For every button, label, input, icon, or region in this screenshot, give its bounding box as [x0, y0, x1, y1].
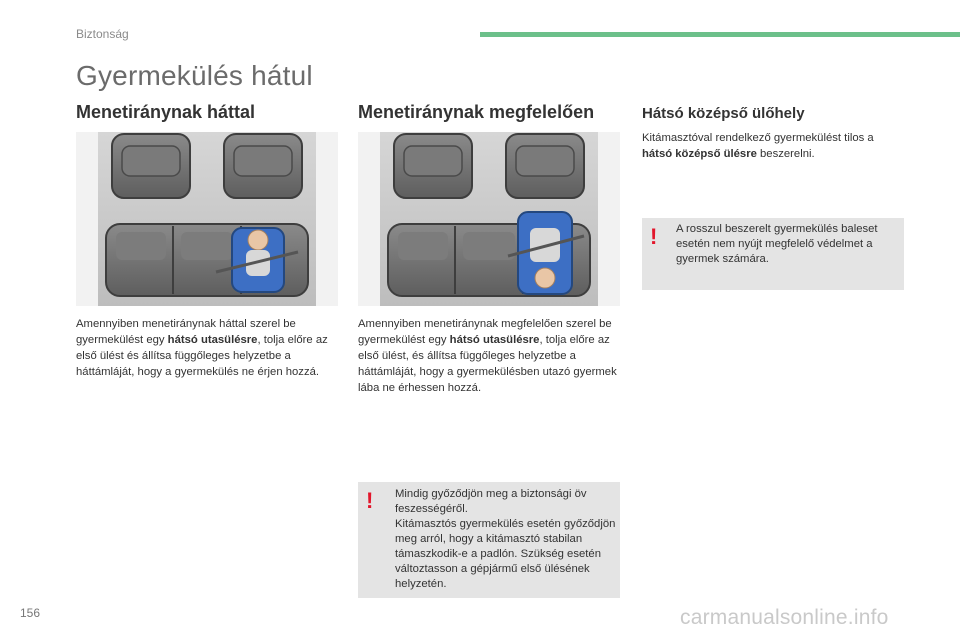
rear-facing-child-seat-illustration [76, 132, 338, 306]
rear-facing-description [76, 316, 338, 380]
forward-facing-child-seat-illustration [358, 132, 620, 306]
emphasis-text: hátsó középső ülésre [642, 148, 757, 160]
exclamation-icon: ! [650, 224, 658, 249]
exclamation-icon: ! [366, 488, 374, 513]
page-title: Gyermekülés hátul [76, 60, 313, 91]
text-run: beszerelni. [756, 148, 815, 160]
text-run: Kitámasztóval rendelkező gyermekülést tilos a [642, 132, 874, 144]
warning-box-belt [358, 482, 620, 598]
column-heading-forward-facing: Menetiránynak megfelelően [358, 102, 595, 122]
section-label: Biztonság [76, 27, 129, 41]
column-heading-rear-middle: Hátsó középső ülőhely [642, 105, 805, 122]
forward-facing-description [358, 316, 620, 396]
column-heading-rear-facing: Menetiránynak háttal [76, 102, 256, 122]
warning-text-installation: A rosszul beszerelt gyermekülés baleset esetén nem nyújt megfelelő védelmet a gyermek számára. [676, 223, 878, 265]
warning-box-installation [642, 218, 904, 290]
accent-bar [480, 32, 960, 37]
warning-text-belt: Mindig győződjön meg a biztonsági öv feszességéről. Kitámasztós gyermekülés esetén győződjön meg arról, hogy a kitámasztó stabilan támaszkodik-e a padlón. Szükség esetén változtasson a gépjármű első ülésének helyzetén. [395, 488, 616, 590]
text-run: , tolja előre az első ülést és állítsa függőleges helyzetbe a háttámláját, hogy a gyermekülés ne érjen hozzá. [76, 334, 328, 378]
emphasis-text: hátsó utasülésre [167, 334, 258, 346]
text-run: Amennyiben menetiránynak háttal szerel be gyermekülést egy [76, 318, 296, 346]
emphasis-text: hátsó utasülésre [449, 334, 540, 346]
watermark: carmanualsonline.info [680, 606, 889, 629]
page-number: 156 [20, 606, 41, 620]
text-run: , tolja előre az első ülést, és állítsa függőleges helyzetbe a háttámláját, hogy a gyermekülésben utazó gyermek lába ne érhessen hozzá. [358, 334, 617, 394]
text-run: Amennyiben menetiránynak megfelelően szerel be gyermekülést egy [358, 318, 612, 346]
rear-middle-description [642, 130, 904, 162]
